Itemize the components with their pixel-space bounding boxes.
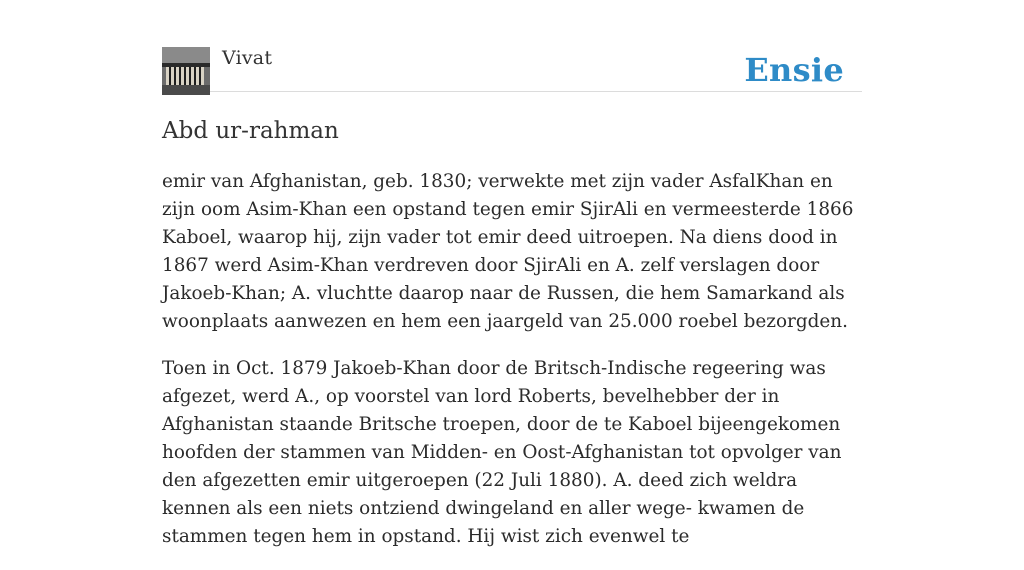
author-avatar[interactable] bbox=[162, 47, 210, 95]
article-body bbox=[162, 168, 862, 570]
content-column bbox=[162, 0, 862, 547]
header bbox=[162, 0, 862, 92]
paragraph: Toen in Oct. 1879 Jakoeb-Khan door de Britsch-Indische regeering was afgezet, werd A., op voorstel van lord Roberts, bevelhebber der in Afghanistan staande Britsche troepen, door de te Kaboel bijeengekomen hoofden der stammen van Midden- en Oost-Afghanistan tot opvolger van den afgezetten emir uitgeroepen (22 Juli 1880). A. deed zich weldra kennen als een niets ontziend dwingeland en aller wege- kwamen de stammen tegen hem in opstand. Hij wist zich evenwel te bbox=[162, 358, 842, 547]
paragraph: emir van Afghanistan, geb. 1830; verwekte met zijn vader AsfalKhan en zijn oom Asim-Khan een opstand tegen emir SjirAli en vermeesterde 1866 Kaboel, waarop hij, zijn vader tot emir deed uitroepen. Na diens dood in 1867 werd Asim-Khan verdreven door SjirAli en A. zelf verslagen door Jakoeb-Khan; A. vluchtte daarop naar de Russen, die hem Samarkand als woonplaats aanwezen en hem een jaargeld van 25.000 roebel bezorgden. bbox=[162, 171, 854, 332]
brand-logo[interactable]: Ensie bbox=[744, 51, 844, 89]
books-avatar-icon bbox=[162, 47, 210, 95]
article-title: Abd ur-rahman bbox=[162, 118, 339, 144]
author-name[interactable]: Vivat bbox=[222, 47, 273, 69]
